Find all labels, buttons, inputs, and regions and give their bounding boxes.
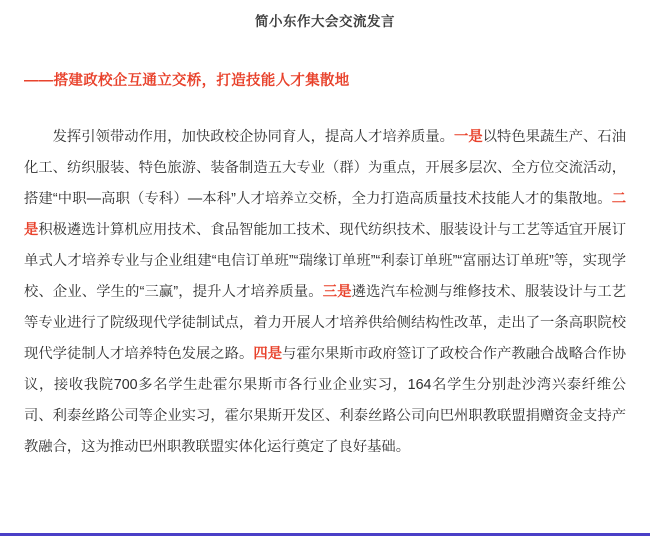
body-segment-2: 以特色果蔬生产、石油化工、纺织服装、特色旅游、装备制造五大专业（群）为重点，开展多层次、全方位交流活动，搭建“中职—高职（专科）—本科”人才培养立交桥，全力打造高质量技术技能人才的集散地。: [24, 129, 627, 207]
body-segment-5: 与霍尔果斯市政府签订了政校合作产教融合战略合作协议，接收我院700多名学生赴霍尔果斯市各行业企业实习，164名学生分别赴沙湾兴泰纤维公司、利泰丝路公司等企业实习，霍尔果斯开发区、利泰丝路公司向巴州职教联盟捐赠资金支持产教融合，这为推动巴州职教联盟实体化运行奠定了良好基础。: [24, 346, 627, 455]
page-title: 简小东作大会交流发言: [255, 14, 395, 29]
highlight-fourth: 四是: [253, 346, 283, 362]
body-segment-3: 积极遴选计算机应用技术、食品智能加工技术、现代纺织技术、服装设计与工艺等适宜开展订单式人才培养专业与企业组建“电信订单班”“瑞缘订单班”“利泰订单班”“富丽达订单班”等，实现学校、企业、学生的“三赢”，提升人才培养质量。: [24, 222, 627, 300]
body-segment-4: 遴选汽车检测与维修技术、服装设计与工艺等专业进行了院级现代学徒制试点，着力开展人才培养供给侧结构性改革，走出了一条高职院校现代学徒制人才培养特色发展之路。: [24, 284, 627, 362]
highlight-first: 一是: [454, 129, 483, 145]
body-segment-1: 发挥引领带动作用，加快政校企协同育人，提高人才培养质量。: [52, 129, 455, 145]
highlight-third: 三是: [322, 284, 352, 300]
document-body: [0, 122, 650, 463]
highlight-second: 二是: [24, 191, 626, 238]
document-subtitle: ——搭建政校企互通立交桥，打造技能人才集散地: [24, 73, 350, 89]
